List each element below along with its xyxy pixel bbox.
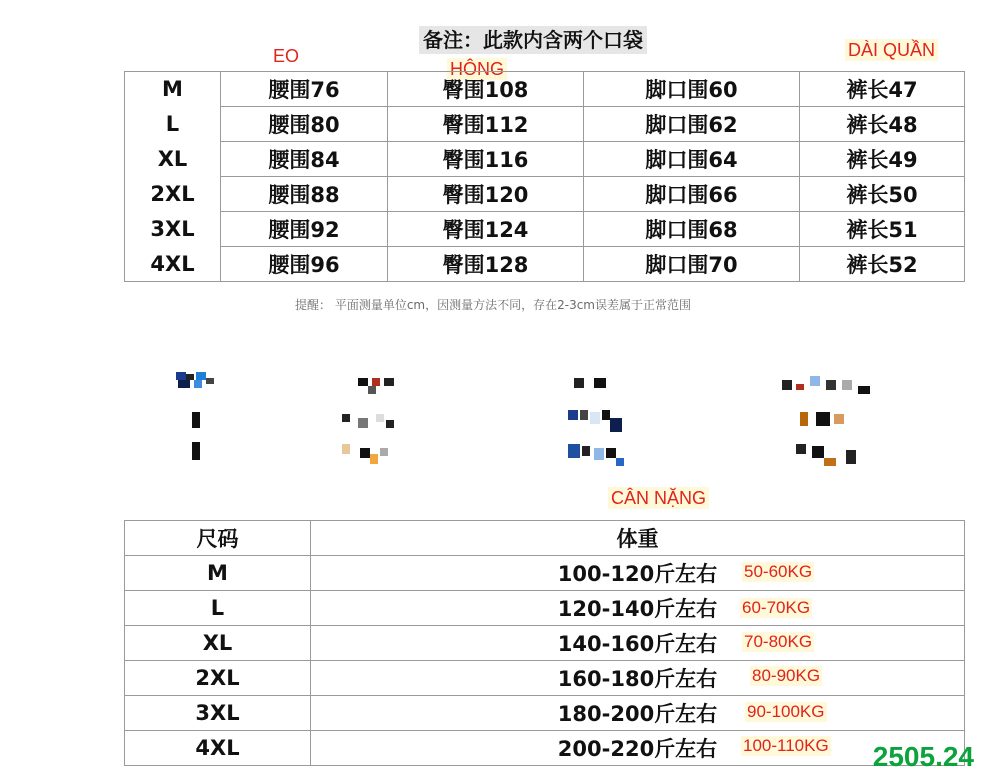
weight-cell: 180-200斤左右	[311, 696, 965, 731]
pixelated-illustration-1	[172, 372, 222, 468]
pixelated-illustration-3	[566, 378, 628, 474]
table-row	[125, 177, 965, 212]
waist-cell: 腰围88	[221, 177, 388, 212]
size-cell: 2XL	[125, 661, 311, 696]
table-row	[125, 696, 965, 731]
size-cell: L	[125, 107, 221, 142]
size-cell: XL	[125, 142, 221, 177]
kg-label: 70-80KG	[744, 632, 813, 651]
length-cell: 裤长47	[800, 72, 965, 107]
size-cell: L	[125, 591, 311, 626]
length-cell: 裤长49	[800, 142, 965, 177]
header-size: 尺码	[125, 521, 311, 556]
annotation-dai-quan: DÀI QUẦN	[845, 39, 938, 61]
size-cell: 2XL	[125, 177, 221, 212]
hip-cell: 臀围128	[388, 247, 584, 282]
hem-cell: 脚口围66	[584, 177, 800, 212]
table-row	[125, 212, 965, 247]
waist-cell: 腰围76	[221, 72, 388, 107]
cropped-title-remnant	[458, 0, 688, 4]
note-banner: 备注：此款内含两个口袋	[419, 26, 647, 54]
hip-cell: 臀围124	[388, 212, 584, 247]
annotation-can-nang: CÂN NẶNG	[608, 487, 709, 509]
size-measurement-table	[124, 71, 965, 282]
hem-cell: 脚口围60	[584, 72, 800, 107]
weight-table	[124, 520, 965, 766]
table-row	[125, 72, 965, 107]
size-cell: 3XL	[125, 212, 221, 247]
hem-cell: 脚口围70	[584, 247, 800, 282]
hip-cell: 臀围116	[388, 142, 584, 177]
table-row	[125, 731, 965, 766]
waist-cell: 腰围84	[221, 142, 388, 177]
size-cell: 4XL	[125, 731, 311, 766]
weight-cell: 120-140斤左右	[311, 591, 965, 626]
weight-cell: 140-160斤左右	[311, 626, 965, 661]
hem-cell: 脚口围68	[584, 212, 800, 247]
table-header-row	[125, 521, 965, 556]
hip-cell: 臀围112	[388, 107, 584, 142]
pixelated-illustration-2	[342, 378, 404, 472]
kg-label: 50-60KG	[744, 562, 813, 581]
hip-cell: 臀围108	[388, 72, 584, 107]
table-row	[125, 142, 965, 177]
size-cell: M	[125, 556, 311, 591]
product-code: 2505.24	[872, 741, 974, 772]
waist-cell: 腰围96	[221, 247, 388, 282]
kg-label: 90-100KG	[747, 702, 825, 721]
table-row	[125, 556, 965, 591]
header-weight: 体重	[311, 521, 965, 556]
pixelated-illustration-4	[782, 372, 874, 472]
size-cell: 4XL	[125, 247, 221, 282]
kg-label: 100-110KG	[743, 736, 829, 755]
table-row	[125, 626, 965, 661]
hip-cell: 臀围120	[388, 177, 584, 212]
waist-cell: 腰围92	[221, 212, 388, 247]
measurement-remark: 提醒： 平面测量单位cm，因测量方法不同，存在2-3cm误差属于正常范围	[295, 298, 691, 312]
length-cell: 裤长51	[800, 212, 965, 247]
kg-label: 80-90KG	[752, 666, 821, 685]
weight-cell: 100-120斤左右	[311, 556, 965, 591]
length-cell: 裤长48	[800, 107, 965, 142]
table-row	[125, 247, 965, 282]
length-cell: 裤长52	[800, 247, 965, 282]
table-row	[125, 107, 965, 142]
hem-cell: 脚口围64	[584, 142, 800, 177]
kg-label: 60-70KG	[742, 598, 811, 617]
table-row	[125, 591, 965, 626]
size-cell: XL	[125, 626, 311, 661]
length-cell: 裤长50	[800, 177, 965, 212]
waist-cell: 腰围80	[221, 107, 388, 142]
size-cell: 3XL	[125, 696, 311, 731]
hem-cell: 脚口围62	[584, 107, 800, 142]
table-row	[125, 661, 965, 696]
weight-cell: 160-180斤左右	[311, 661, 965, 696]
weight-cell: 200-220斤左右	[311, 731, 965, 766]
annotation-hong: HÔNG	[447, 58, 507, 80]
size-cell: M	[125, 72, 221, 107]
annotation-eo: EO	[273, 46, 300, 66]
